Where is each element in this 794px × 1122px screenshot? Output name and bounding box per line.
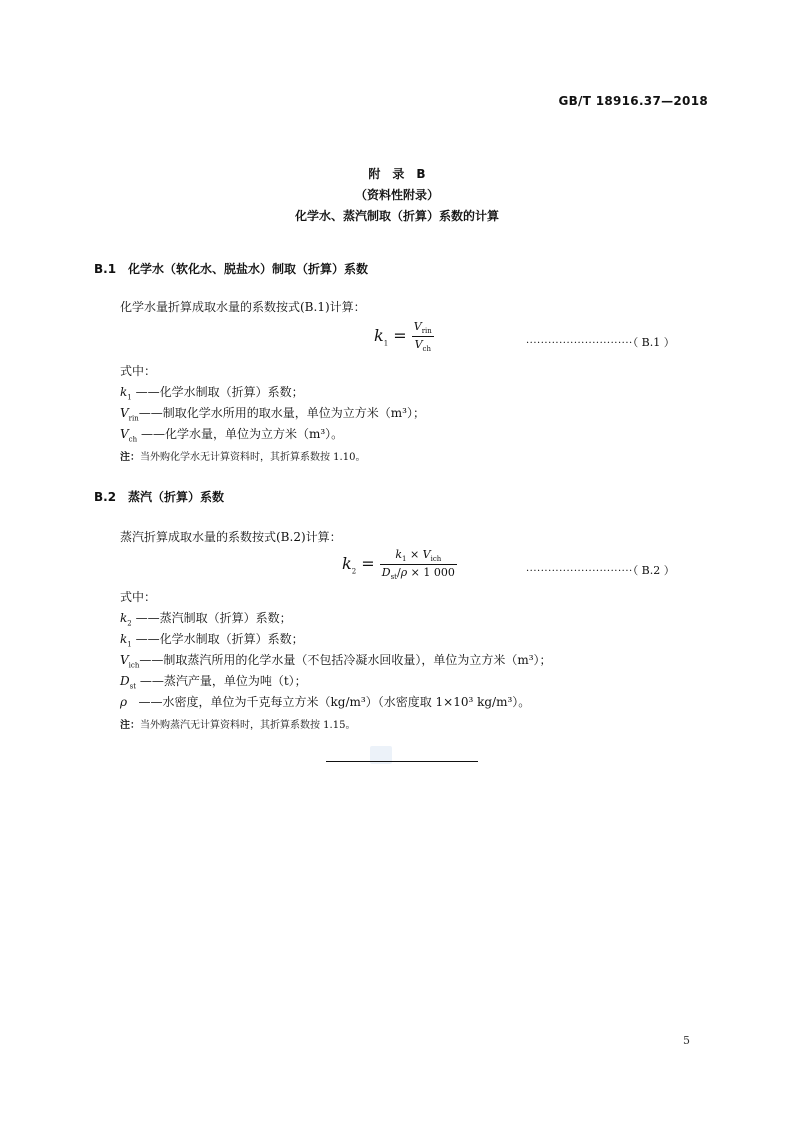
equation-b1-label: ·····························（ B.1 ） bbox=[526, 336, 675, 349]
end-rule bbox=[326, 761, 478, 762]
note-label: 注： bbox=[120, 720, 140, 731]
standard-number: GB/T 18916.37—2018 bbox=[558, 94, 708, 108]
def-vch: $V_{ch}$ ——化学水量，单位为立方米（m³）。 bbox=[120, 427, 344, 444]
section-title: 蒸汽（折算）系数 bbox=[128, 490, 225, 504]
section-b1-intro: 化学水量折算成取水量的系数按式(B.1)计算： bbox=[120, 300, 366, 314]
note-b2: 注：当外购蒸汽无计算资料时，其折算系数按 1.15。 bbox=[120, 720, 356, 731]
def-vrin: $V_{rin}——$制取化学水所用的取水量，单位为立方米（m³）； bbox=[120, 406, 425, 423]
page-number: 5 bbox=[683, 1034, 690, 1047]
where-label-b2: 式中： bbox=[120, 590, 157, 604]
note-b1: 注：当外购化学水无计算资料时，其折算系数按 1.10。 bbox=[120, 452, 366, 463]
appendix-nature: （资料性附录） bbox=[354, 188, 439, 202]
def-rho: ρ ——水密度，单位为千克每立方米（kg/m³）（水密度取 1×10³ kg/m³）。 bbox=[120, 695, 531, 709]
def-vich: $V_{ich}——$制取蒸汽所用的化学水量（不包括冷凝水回收量），单位为立方米（m³）； bbox=[120, 653, 552, 670]
section-b1-heading bbox=[94, 260, 368, 277]
section-number: B.1 bbox=[94, 262, 117, 276]
equation-b2-label: ·····························（ B.2 ） bbox=[526, 564, 675, 577]
def-k2: $k_2$ ——蒸汽制取（折算）系数； bbox=[120, 611, 292, 628]
section-b2-heading bbox=[94, 488, 224, 505]
note-label: 注： bbox=[120, 452, 140, 463]
formula-b2: $k_2$ = $k_1 \times V_{ich}$ $D_{st}/\rho \times 1$ 000 bbox=[342, 548, 455, 582]
appendix-title: 化学水、蒸汽制取（折算）系数的计算 bbox=[294, 209, 499, 223]
appendix-heading: 附 录 B bbox=[368, 167, 426, 181]
where-label-b1: 式中： bbox=[120, 364, 157, 378]
section-number: B.2 bbox=[94, 490, 117, 504]
section-title: 化学水（软化水、脱盐水）制取（折算）系数 bbox=[128, 262, 369, 276]
def-k1-b2: $k_1$ ——化学水制取（折算）系数； bbox=[120, 632, 304, 649]
def-dst: $D_{st}$ ——蒸汽产量，单位为吨（t）； bbox=[120, 674, 307, 691]
formula-b1: $k_1$ = $V_{rin}$ $V_{ch}$ bbox=[374, 320, 432, 354]
section-b2-intro: 蒸汽折算成取水量的系数按式(B.2)计算： bbox=[120, 530, 342, 544]
def-k1: $k_1$ ——化学水制取（折算）系数； bbox=[120, 385, 304, 402]
